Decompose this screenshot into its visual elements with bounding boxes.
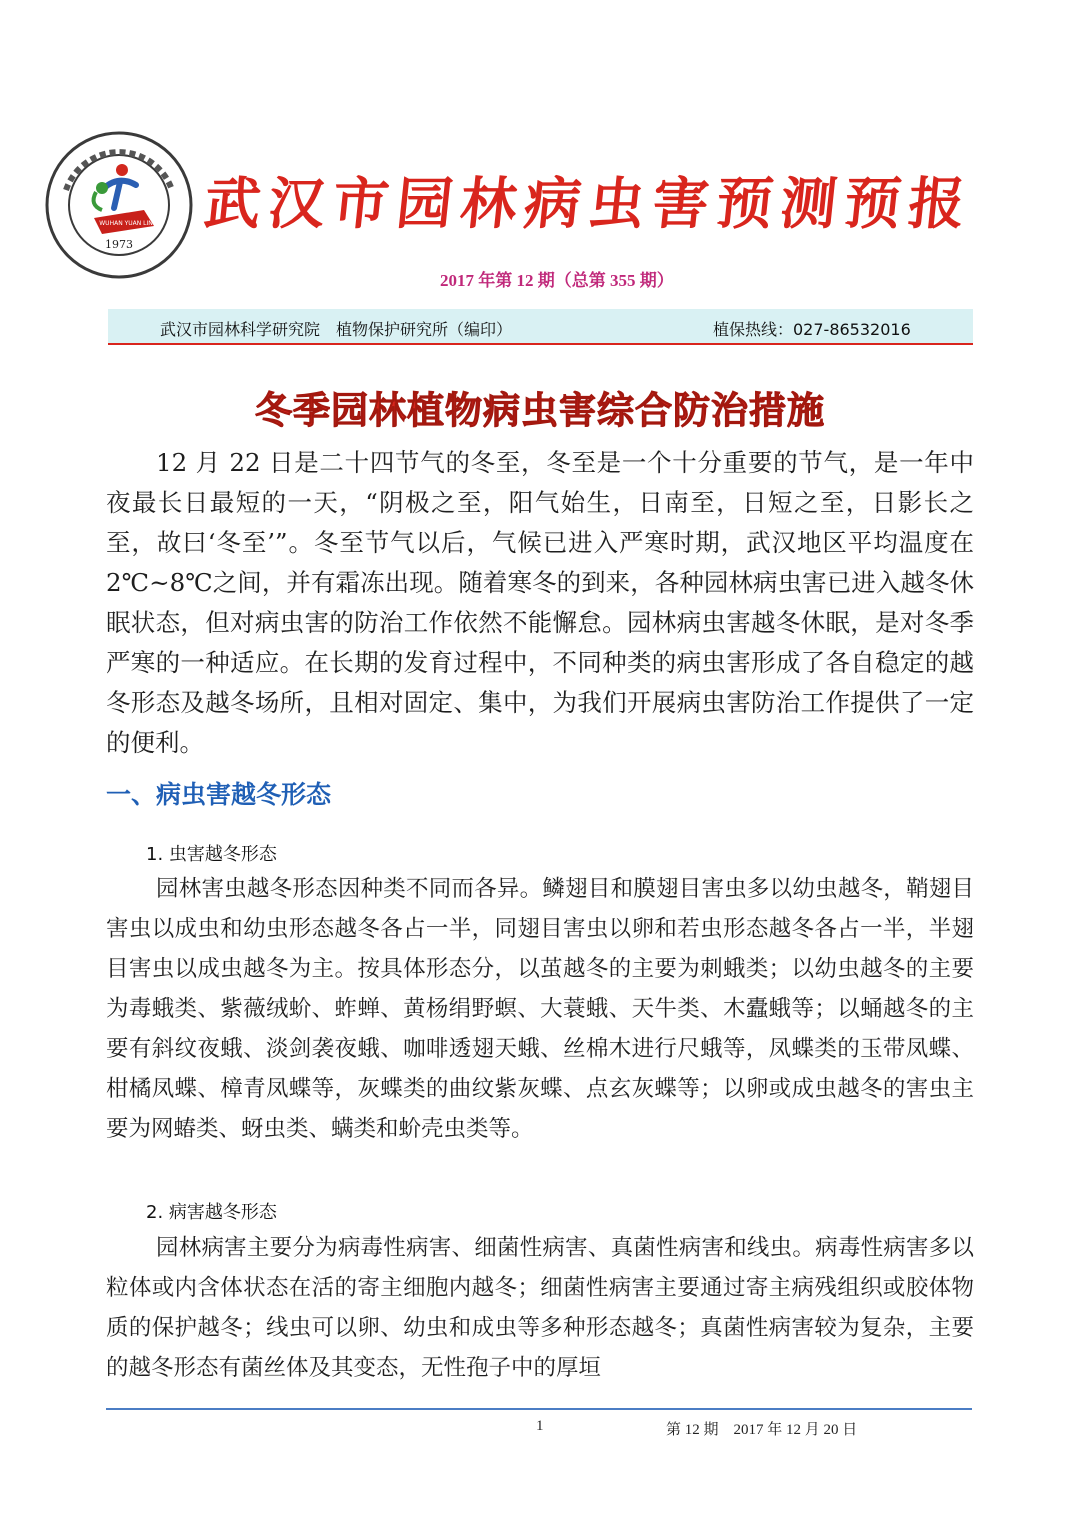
institute-logo <box>44 130 194 280</box>
subheading-disease: 2. 病害越冬形态 <box>146 1202 277 1223</box>
article-title: 冬季园林植物病虫害综合防治措施 <box>255 389 825 432</box>
publisher-bar <box>108 309 973 345</box>
svg-text:WUHAN YUAN LIN: WUHAN YUAN LIN <box>99 220 153 227</box>
section-heading-1: 一、病虫害越冬形态 <box>106 780 332 809</box>
subheading-pest: 1. 虫害越冬形态 <box>146 844 277 865</box>
issue-number: 2017 年第 12 期（总第 355 期） <box>440 271 674 290</box>
footer-date: 第 12 期 2017 年 12 月 20 日 <box>666 1422 858 1438</box>
masthead-title: 武汉市园林病虫害预测预报 <box>201 171 977 237</box>
pest-paragraph: 园林害虫越冬形态因种类不同而各异。鳞翅目和膜翅目害虫多以幼虫越冬，鞘翅目害虫以成虫和幼虫形态越冬各占一半，同翅目害虫以卵和若虫形态越冬各占一半，半翅目害虫以成虫越冬为主。按具体形态分，以茧越冬的主要为刺蛾类；以幼虫越冬的主要为毒蛾类、紫薇绒蚧、蚱蝉、黄杨绢野螟、大蓑蛾、天牛类、木蠹蛾等；以蛹越冬的主要有斜纹夜蛾、淡剑袭夜蛾、咖啡透翅天蛾、丝棉木进行尺蛾等，凤蝶类的玉带凤蝶、柑橘凤蝶、樟青凤蝶等，灰蝶类的曲纹紫灰蝶、点玄灰蝶等；以卵或成虫越冬的害虫主要为网蝽类、蚜虫类、螨类和蚧壳虫类等。 <box>106 876 974 1142</box>
footer-divider <box>106 1408 972 1410</box>
intro-paragraph: 12 月 22 日是二十四节气的冬至，冬至是一个十分重要的节气，是一年中夜最长日最短的一天，“阴极之至，阳气始生，日南至，日短之至，日影长之至，故曰‘冬至’”。冬至节气以后，气候已进入严寒时期，武汉地区平均温度在 2℃~8℃之间，并有霜冻出现。随着寒冬的到来，各种园林病虫害已进入越冬休眠状态，但对病虫害的防治工作依然不能懈怠。园林病虫害越冬休眠，是对冬季严寒的一种适应。在长期的发育过程中，不同种类的病虫害形成了各自稳定的越冬形态及越冬场所，且相对固定、集中，为我们开展病虫害防治工作提供了一定的便利。 <box>106 448 974 757</box>
disease-paragraph: 园林病害主要分为病毒性病害、细菌性病害、真菌性病害和线虫。病毒性病害多以粒体或内含体状态在活的寄主细胞内越冬；细菌性病害主要通过寄主病残组织或胶体物质的保护越冬；线虫可以卵、幼虫和成虫等多种形态越冬；真菌性病害较为复杂，主要的越冬形态有菌丝体及其变态，无性孢子中的厚垣 <box>106 1235 974 1381</box>
logo-year: 1973 <box>105 238 133 251</box>
hotline-number: 植保热线：027-86532016 <box>713 320 911 339</box>
publisher-org: 武汉市园林科学研究院 植物保护研究所（编印） <box>160 320 513 339</box>
page-number: 1 <box>536 1418 544 1434</box>
logo-seal-icon <box>44 130 194 280</box>
